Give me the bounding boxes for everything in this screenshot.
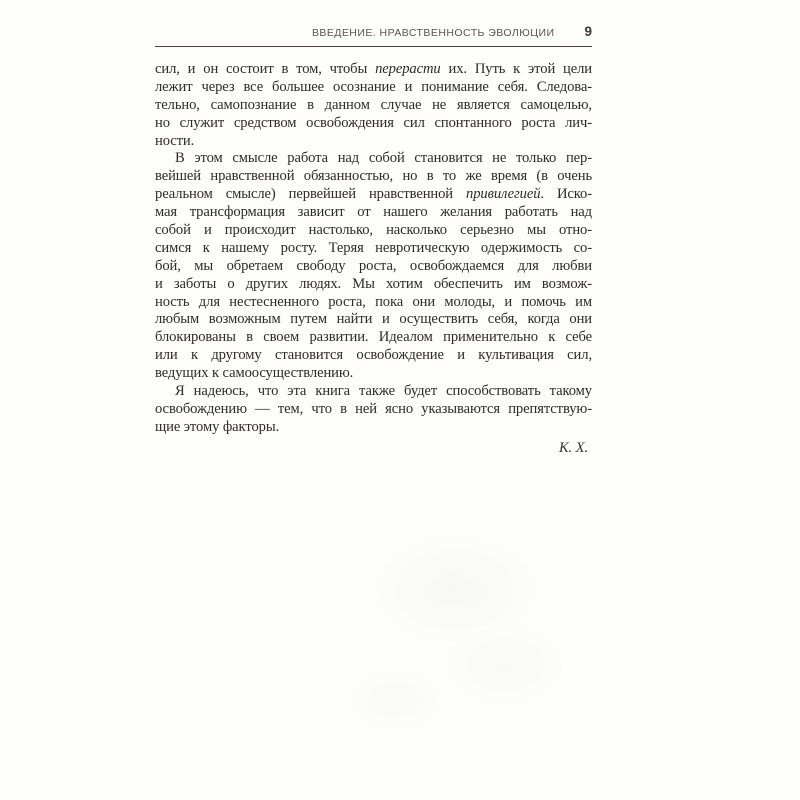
text-line: тельно, самопознание в данном случае не является самоцелью,	[155, 96, 592, 113]
text-line: симся к нашему росту. Теряя невротическую одержимость со-	[155, 239, 592, 256]
text-line: лежит через все большее осознание и понимание себя. Следова-	[155, 78, 592, 95]
text-line: В этом смысле работа над собой становится не только пер-	[175, 150, 592, 167]
text-line: бой, мы обретаем свободу роста, освобождаемся для любви	[155, 257, 592, 274]
paragraph	[155, 150, 592, 383]
text-line: блокированы в своем развитии. Идеалом применительно к себе	[155, 329, 592, 346]
text-line: освобождению — тем, что в ней ясно указываются препятствую-	[155, 400, 592, 417]
text-line: ности.	[155, 132, 195, 149]
paragraph	[155, 61, 592, 150]
text-line: мая трансформация зависит от нашего желания работать над	[155, 204, 592, 221]
text-line: вейшей нравственной обязанностью, но в то же время (в очень	[155, 168, 592, 185]
text-line: но служит средством освобождения сил спонтанного роста лич-	[155, 114, 592, 131]
text-line: собой и происходит настолько, насколько серьезно мы отно-	[155, 222, 592, 239]
text-line: Я надеюсь, что эта книга также будет способствовать такому	[175, 383, 592, 400]
running-header-title: ВВЕДЕНИЕ. НРАВСТВЕННОСТЬ ЭВОЛЮЦИИ	[311, 27, 555, 39]
body-text-block	[155, 61, 592, 458]
page-number: 9	[584, 24, 592, 39]
text-line: ность для нестесненного роста, пока они молоды, и помочь им	[155, 293, 592, 310]
text-line: и заботы о других людях. Мы хотим обеспечить им возмож-	[155, 275, 592, 292]
text-line: или к другому становится освобождение и культивация сил,	[155, 347, 592, 364]
text-line: сил, и он состоит в том, чтобы перерасти их. Путь к этой цели	[155, 61, 592, 77]
running-header	[155, 24, 592, 39]
text-line: ведущих к самоосуществлению.	[155, 365, 354, 382]
text-line: щие этому факторы.	[155, 418, 280, 435]
header-rule-divider	[155, 46, 592, 47]
author-signature: К. Х.	[558, 439, 588, 456]
paragraph	[155, 383, 592, 437]
text-line: любым возможным путем найти и осуществить себя, когда они	[155, 311, 592, 328]
text-line: реальном смысле) первейшей нравственной привилегией. Иско-	[155, 186, 592, 203]
